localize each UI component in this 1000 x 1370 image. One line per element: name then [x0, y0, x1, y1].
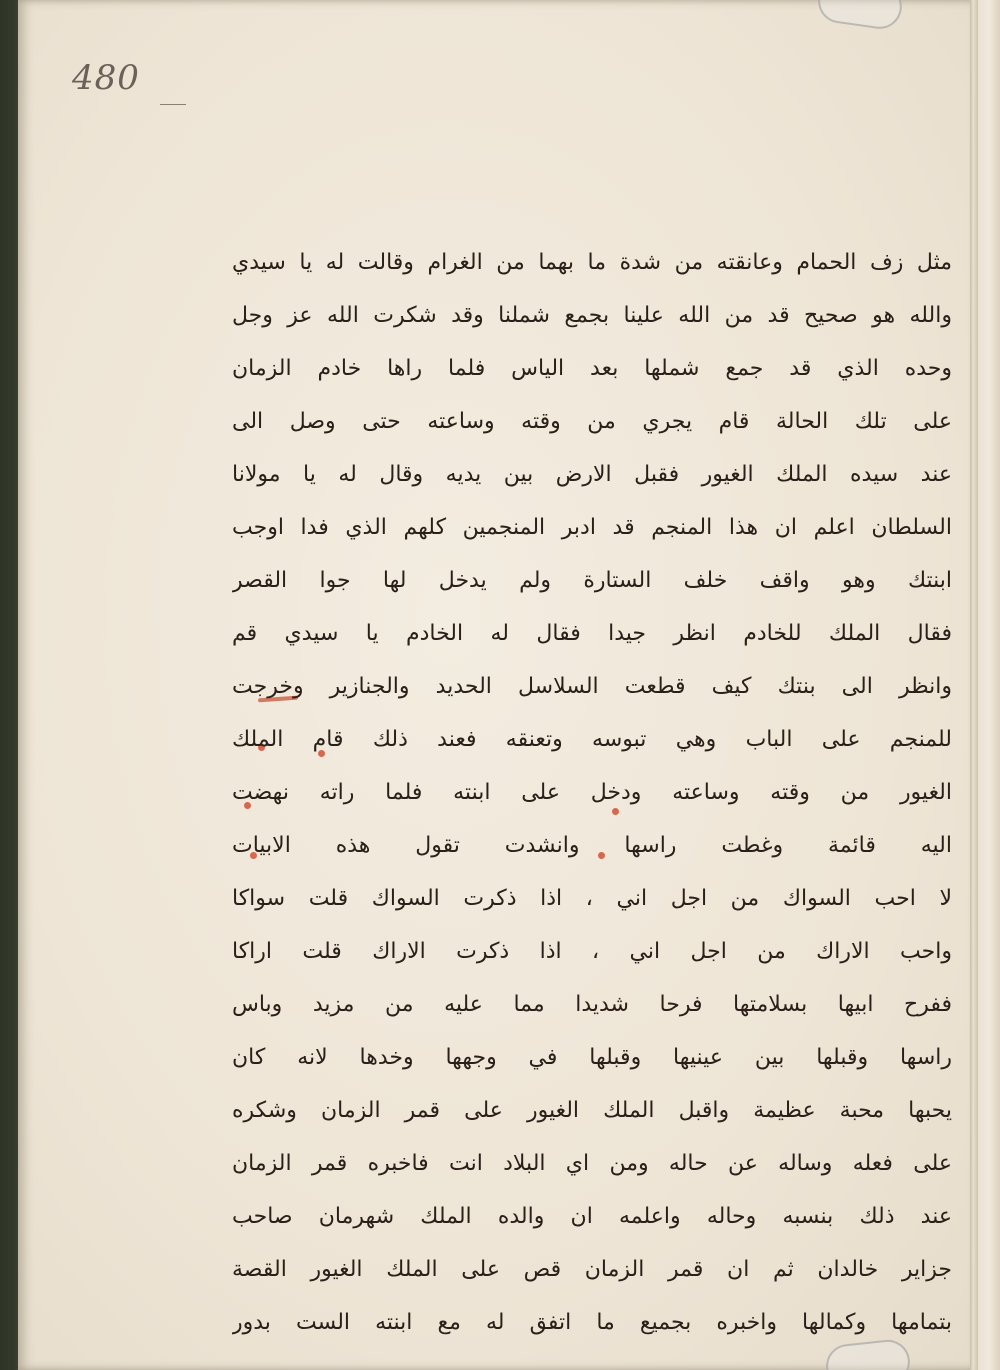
text-line: على تلك الحالة قام يجري من وقته وساعته حتى وصل الى: [232, 409, 952, 434]
text-line: وانظر الى بنتك كيف قطعت السلاسل الحديد والجنازير وخرجت: [232, 674, 952, 699]
text-line: مثل زف الحمام وعانقته من شدة ما بهما من الغرام وقالت له يا سيدي: [232, 250, 952, 275]
text-line: عند ذلك بنسبه وحاله واعلمه ان والده الملك شهرمان صاحب: [232, 1204, 952, 1229]
text-line: للمنجم على الباب وهي تبوسه وتعنقه فعند ذلك قام الملك: [232, 727, 952, 752]
folio-mark: [160, 104, 186, 105]
text-line: ففرح ابيها بسلامتها فرحا شديدا مما عليه من مزيد وباس: [232, 992, 952, 1017]
text-line: على فعله وساله عن حاله ومن اي البلاد انت فاخبره قمر الزمان: [232, 1151, 952, 1176]
text-line: بتمامها وكمالها واخبره بجميع ما اتفق له مع ابنته الست بدور: [232, 1310, 952, 1335]
text-line: الغيور من وقته وساعته ودخل على ابنته فلما راته نهضت: [232, 780, 952, 805]
text-line: وحده الذي قد جمع شملها بعد الياس فلما راها خادم الزمان: [232, 356, 952, 381]
folio-number: 480: [72, 58, 140, 98]
text-line: السلطان اعلم ان هذا المنجم قد ادبر المنجمين كلهم الذي فدا اوجب: [232, 515, 952, 540]
text-line: والله هو صحيح قد من الله علينا بجمع شملنا وقد شكرت الله عز وجل: [232, 303, 952, 328]
text-line: جزاير خالدان ثم ان قمر الزمان قص على الملك الغيور القصة: [232, 1257, 952, 1282]
verse-line: واحب الاراك من اجل اني ، اذا ذكرت الاراك قلت اراكا: [232, 939, 952, 964]
text-line: عند سيده الملك الغيور فقبل الارض بين يديه وقال له يا مولانا: [232, 462, 952, 487]
next-page-edge: [978, 0, 1000, 1370]
text-line: راسها وقبلها بين عينيها وقبلها في وجهها وخدها لانه كان: [232, 1045, 952, 1070]
text-line: ابنتك وهو واقف خلف الستارة ولم يدخل لها جوا القصر: [232, 568, 952, 593]
text-line: يحبها محبة عظيمة واقبل الملك الغيور على قمر الزمان وشكره: [232, 1098, 952, 1123]
manuscript-text: [232, 236, 952, 1349]
page-edge: [970, 0, 978, 1370]
text-line: اليه قائمة وغطت راسها وانشدت تقول هذه الابيات: [232, 833, 952, 858]
verse-line: لا احب السواك من اجل اني ، اذا ذكرت السواك قلت سواكا: [232, 886, 952, 911]
text-line: فقال الملك للخادم انظر جيدا فقال له الخادم يا سيدي قم: [232, 621, 952, 646]
